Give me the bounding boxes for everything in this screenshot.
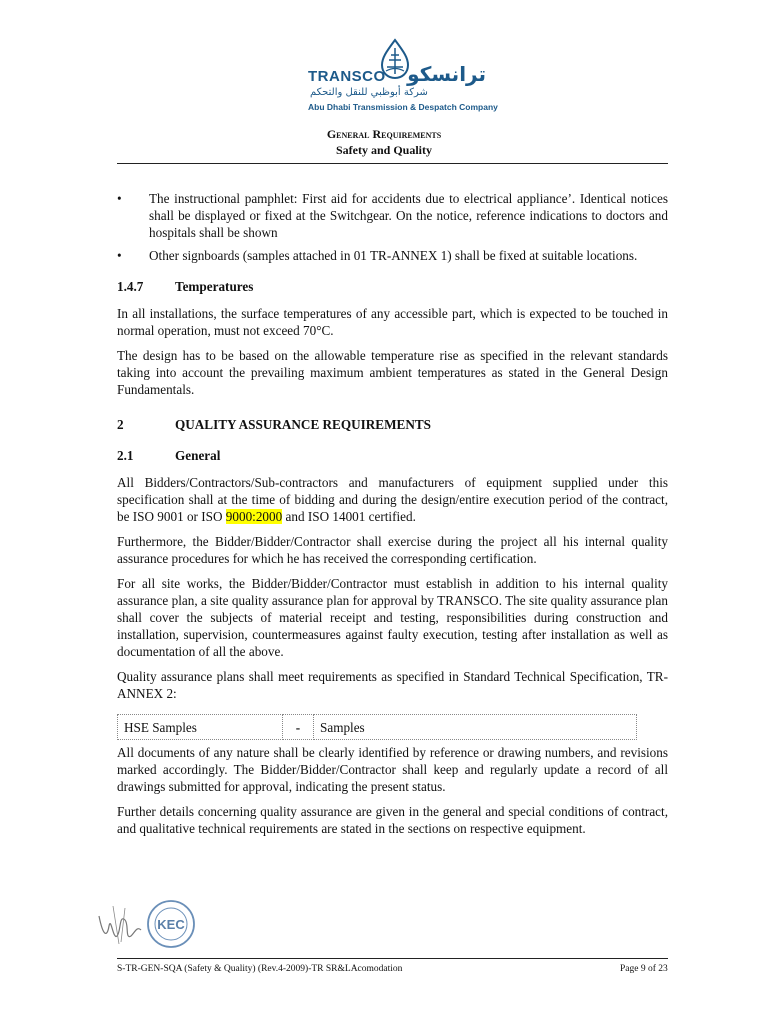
footer-divider bbox=[117, 958, 668, 959]
bullet-icon: • bbox=[117, 248, 122, 263]
samples-table bbox=[117, 714, 637, 740]
paragraph: The design has to be based on the allowable temperature rise as specified in the relevant standards taking into account the prevailing maximum ambient temperatures as stated in the General Design Fundamentals. bbox=[117, 348, 668, 397]
logo-subtext-ar: شركة أبوظبي للنقل والتحكم bbox=[310, 87, 428, 98]
signature-icon bbox=[95, 896, 215, 956]
table-row bbox=[118, 715, 637, 740]
document-subtitle: Safety and Quality bbox=[335, 143, 432, 157]
section-title: Temperatures bbox=[175, 279, 254, 294]
section-title: General bbox=[175, 448, 221, 463]
bullet-icon: • bbox=[117, 191, 122, 206]
document-body bbox=[117, 190, 668, 845]
paragraph: All documents of any nature shall be clearly identified by reference or drawing numbers, and revisions marked accordingly. The Bidder/Bidder/Contractor shall keep and regularly update a record of all drawings submitted for approval, indicating the present status. bbox=[117, 745, 668, 794]
section-heading-general bbox=[117, 447, 668, 464]
document-title: General Requirements bbox=[326, 127, 442, 141]
logo-text-ar: ترانسكو bbox=[407, 62, 486, 86]
header-divider bbox=[117, 163, 668, 164]
section-number: 2 bbox=[117, 417, 124, 432]
paragraph-text: and ISO 14001 certified. bbox=[282, 509, 416, 524]
logo-company-name: Abu Dhabi Transmission & Despatch Company bbox=[308, 102, 498, 112]
section-heading-quality-assurance bbox=[117, 416, 668, 433]
footer-page-number: Page 9 of 23 bbox=[620, 964, 668, 974]
paragraph: Further details concerning quality assurance are given in the general and special conditions of contract, and qualitative technical requirements are stated in the sections on respective equipment. bbox=[117, 804, 668, 836]
signature-stamp bbox=[95, 896, 215, 956]
section-title: QUALITY ASSURANCE REQUIREMENTS bbox=[175, 417, 431, 432]
list-item bbox=[117, 247, 668, 264]
list-item bbox=[117, 190, 668, 241]
table-cell: HSE Samples bbox=[118, 715, 283, 740]
section-number: 1.4.7 bbox=[117, 279, 144, 294]
section-number: 2.1 bbox=[117, 448, 134, 463]
paragraph: Furthermore, the Bidder/Bidder/Contractor shall exercise during the project all his internal quality assurance procedures for which he has received the corresponding certification. bbox=[117, 534, 668, 566]
bullet-list bbox=[117, 190, 668, 264]
highlighted-text: 9000:2000 bbox=[225, 509, 283, 524]
list-item-text: The instructional pamphlet: First aid for accidents due to electrical appliance’. Identical notices shall be displayed or fixed at the Switchgear. On the notice, reference indications to doctors and hospitals shall be shown bbox=[149, 191, 668, 240]
logo-text-en: TRANSCO bbox=[308, 68, 386, 85]
paragraph: For all site works, the Bidder/Bidder/Contractor must establish in addition to his internal quality assurance plan, a site quality assurance plan for approval by TRANSCO. The site quality assurance plan shall cover the subjects of material receipt and testing, responsibilities during construction and installation, supervision, countermeasures against faulty execution, testing after installation as well as documentation of all the above. bbox=[117, 576, 668, 659]
table-cell: - bbox=[283, 715, 314, 740]
table-cell: Samples bbox=[314, 715, 637, 740]
transco-logo bbox=[300, 38, 498, 118]
section-heading-temperatures bbox=[117, 278, 668, 295]
paragraph-text: All Bidders/Contractors/Sub-contractors and manufacturers of equipment supplied under this specification shall at the time of bidding and during the design/entire execution period of the contract, be ISO 9001 or ISO bbox=[117, 475, 668, 524]
paragraph-iso bbox=[117, 474, 668, 525]
footer-document-reference: S-TR-GEN-SQA (Safety & Quality) (Rev.4-2009)-TR SR&LAcomodation bbox=[117, 964, 403, 974]
list-item-text: Other signboards (samples attached in 01 TR-ANNEX 1) shall be fixed at suitable locations. bbox=[149, 248, 638, 263]
paragraph: Quality assurance plans shall meet requirements as specified in Standard Technical Specification, TR-ANNEX 2: bbox=[117, 669, 668, 701]
stamp-text: KEC bbox=[157, 917, 185, 932]
paragraph: In all installations, the surface temperatures of any accessible part, which is expected to be touched in normal operation, must not exceed 70°C. bbox=[117, 306, 668, 338]
